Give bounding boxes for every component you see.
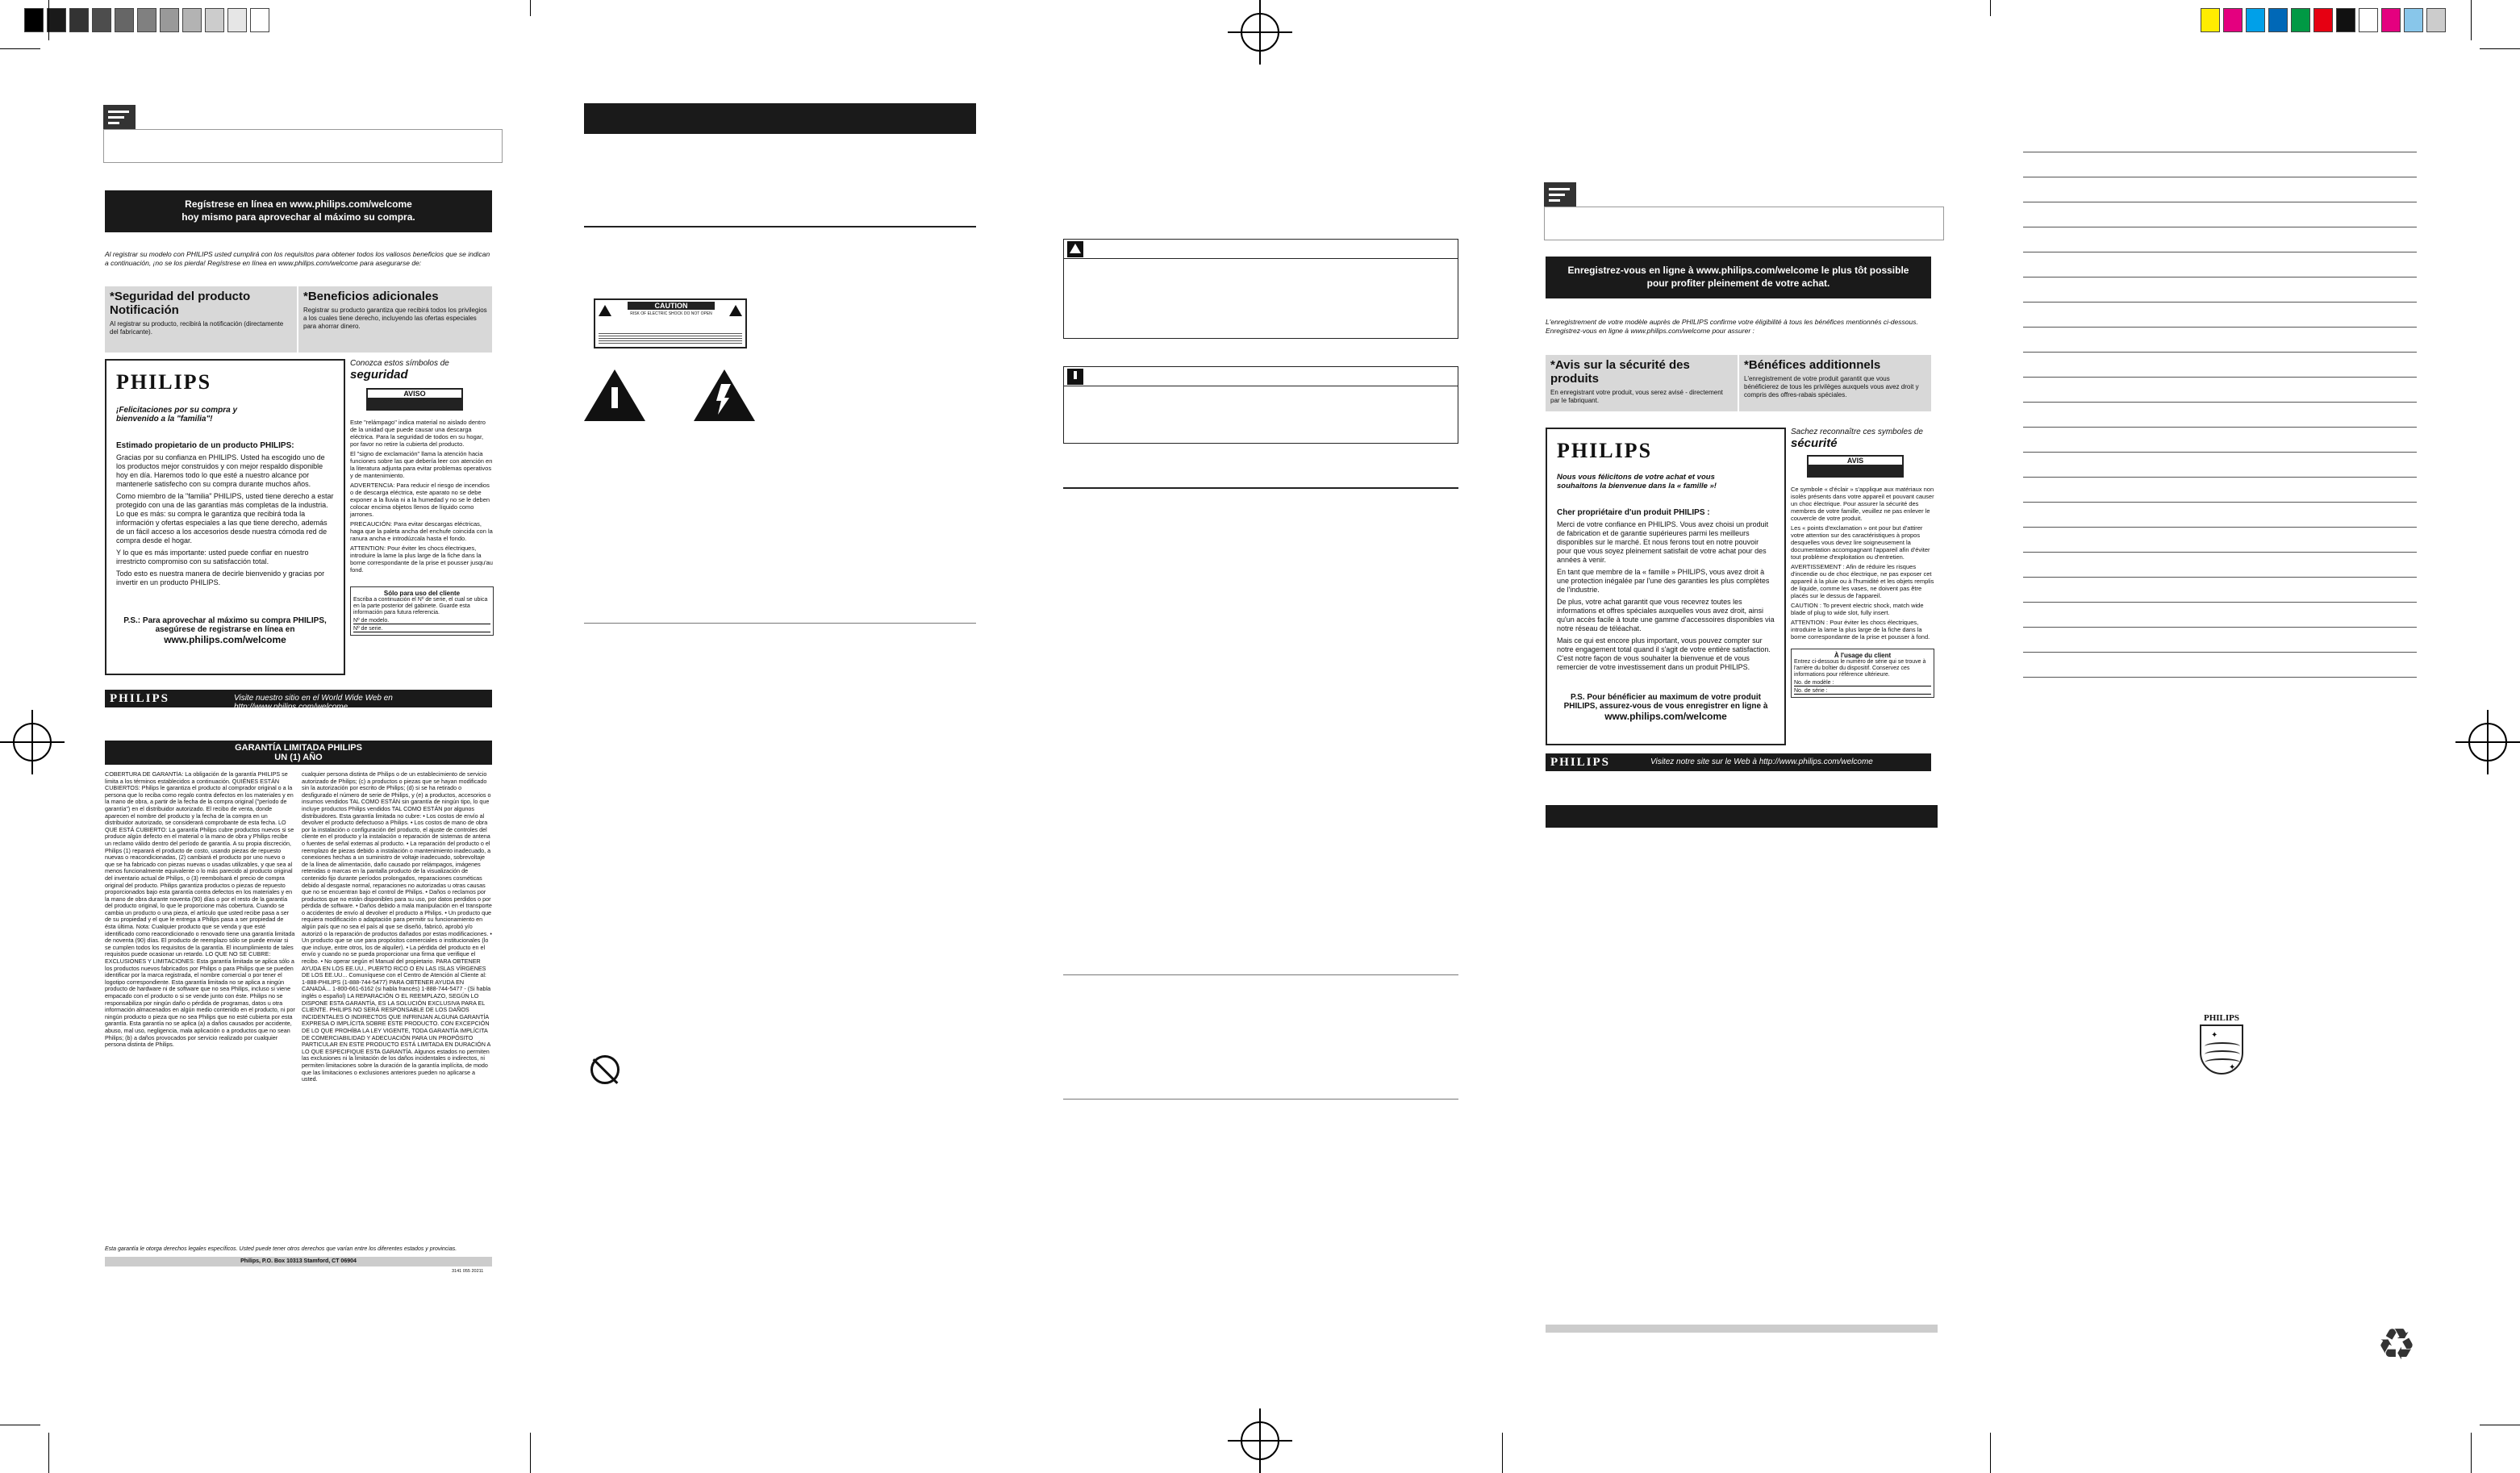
registration-mark-top (1228, 0, 1292, 65)
ruled-line (2023, 627, 2417, 628)
crop-mark (0, 48, 40, 49)
registration-mark-bottom (1228, 1408, 1292, 1473)
fr-safety-symbols (1791, 428, 1934, 698)
color-swatch (2223, 8, 2243, 32)
fold-mark (1990, 0, 1991, 16)
caution-sub: RISK OF ELECTRIC SHOCK DO NOT OPEN (630, 311, 712, 316)
es-benefit-safety-title: *Seguridad del producto Notificación (110, 290, 251, 317)
fr-serial-label: No. de série : (1794, 688, 1931, 695)
fr-warranty-bar (1546, 805, 1938, 828)
es-dear: Estimado propietario de un producto PHILIPS: (116, 441, 294, 450)
caution-label (594, 298, 747, 348)
note-icon (1544, 182, 1576, 207)
ruled-line (2023, 452, 2417, 453)
es-visit-logo: PHILIPS (110, 692, 170, 705)
fr-symbols-word: sécurité (1791, 436, 1838, 450)
fr-sym3: AVERTISSEMENT : Afin de réduire les risques d'incendie ou de choc électrique, ne pas exposer cet appareil à la pluie ou à l'humidité et les objets remplis de liquide, comme les vases, ne doivent pas être placés sur le dessus de l'appareil. (1791, 563, 1934, 599)
color-swatch (69, 8, 89, 32)
fr-benefit-safety-text: En enregistrant votre produit, vous serez avisé - directement par le fabriquant. (1550, 389, 1723, 404)
fr-ps-text: P.S. Pour bénéficier au maximum de votre produit PHILIPS, assurez-vous de vous enregistrer en ligne à (1563, 693, 1768, 711)
fr-visit-logo: PHILIPS (1550, 756, 1611, 769)
no-disposal-icon (590, 1055, 620, 1084)
es-intro: Al registrar su modelo con PHILIPS usted cumplirá con los requisitos para obtener todos los valiosos beneficios que se indican a continuación, ¡no se los pierda! Regístrese en línea en www.philips.com/welcome para asegurarse de: (105, 250, 490, 267)
color-swatch (2313, 8, 2333, 32)
es-client-text: Escriba a continuación el Nº de serie, el cual se ubica en la parte posterior del gabinete. Guarde esta información para futura referencia. (353, 597, 488, 615)
color-swatch (2381, 8, 2401, 32)
aviso-text: AVISO (403, 390, 426, 398)
mid-right-rule2 (1063, 974, 1458, 975)
es-code: 3141 055 20211 (452, 1269, 484, 1274)
ruled-line (2023, 652, 2417, 653)
ruled-line (2023, 352, 2417, 353)
es-safety-symbols (350, 359, 494, 636)
crop-mark (2480, 48, 2520, 49)
es-sym2: El "signo de exclamación" llama la atención hacia funciones sobre las que debería leer con atención en la literatura adjunta para evitar problemas operativos y de mantenimiento. (350, 450, 493, 479)
fr-body4: Mais ce qui est encore plus important, vous pouvez compter sur notre engagement total quand il s'agit de votre entière satisfaction. C'est notre façon de vous souhaiter la bienvenue et de vous remercier de votre investissement dans un produit PHILIPS. (1557, 636, 1771, 671)
es-serial-label: Nº de serie. (353, 626, 490, 632)
es-sym4: PRECAUCIÓN: Para evitar descargas eléctricas, haga que la paleta ancha del enchufe coincida con la ranura ancha e introdúzcala hasta el fondo. (350, 520, 493, 542)
fr-register-line1: Enregistrez-vous en ligne à www.philips.com/welcome le plus tôt possible (1567, 265, 1909, 276)
es-body4: Todo esto es nuestra manera de decirle bienvenido y gracias por invertir en un producto PHILIPS. (116, 570, 325, 586)
es-body2: Como miembro de la "familia" PHILIPS, usted tiene derecho a estar protegido con una de las garantías más completas de la industria. Lo que es más: su compra le garantiza que recibirá toda la información y ofertas especiales a las que tiene derecho, además de un fácil acceso a los accesorios desde nuestra cómoda red de compra desde el hogar. (116, 492, 334, 545)
back-philips-logo: PHILIPS (2203, 1013, 2239, 1023)
fr-sym5: ATTENTION : Pour éviter les chocs électriques, introduire la lame la plus large de la fiche dans la borne correspondante de la prise et pousser à fond. (1791, 619, 1930, 641)
color-swatch (250, 8, 269, 32)
es-benefit-extra-title: *Beneficios adicionales (303, 290, 439, 303)
ruled-line (2023, 552, 2417, 553)
fr-ps-url[interactable]: www.philips.com/welcome (1604, 711, 1727, 722)
caution-box (1063, 366, 1458, 444)
fr-benefit-extra-text: L'enregistrement de votre produit garantit que vous bénéficierez de tous les privilèges auxquels vous avez droit y compris des offres-rabais spéciales. (1744, 375, 1919, 399)
es-register-line1: Regístrese en línea en www.philips.com/welcome (185, 198, 412, 210)
aviso-label (366, 388, 463, 411)
crop-mark (48, 0, 49, 40)
fr-client-title: À l'usage du client (1834, 652, 1892, 659)
color-swatch (2201, 8, 2220, 32)
crop-mark (2471, 1433, 2472, 1473)
fr-benefit-safety-title: *Avis sur la sécurité des produits (1550, 358, 1690, 386)
es-symbols-word: seguridad (350, 368, 408, 382)
es-model-label: Nº de modelo. (353, 618, 490, 624)
color-swatch (2426, 8, 2446, 32)
fr-register-banner (1546, 257, 1931, 298)
color-swatch (115, 8, 134, 32)
es-body1: Gracias por su confianza en PHILIPS. Usted ha escogido uno de los productos mejor construidos y con mejor respaldo disponible hoy en día. Haremos todo lo que esté a nuestro alcance por mantenerle satisfecho con su compra durante muchos años. (116, 453, 325, 488)
es-ps-url[interactable]: www.philips.com/welcome (164, 634, 286, 645)
fr-symbols-title (1791, 428, 1934, 450)
es-visit-bar (105, 690, 492, 711)
fr-body3: De plus, votre achat garantit que vous recevrez toutes les informations et offres spéciales auxquelles vous avez droit, ainsi qu'un accès facile à toute une gamme d'accessoires disponibles via notre réseau de téléachat. (1557, 598, 1775, 632)
note-box (103, 129, 503, 163)
mid-rule (584, 226, 976, 227)
ruled-line (2023, 477, 2417, 478)
fr-sym2: Les « points d'exclamation » ont pour but d'attirer votre attention sur des caractéristiques à propos desquelles vous devez lire soigneusement la documentation accompagnant l'appareil afin d'éviter tout problème d'exploitation ou d'entretien. (1791, 524, 1930, 561)
color-swatch (160, 8, 179, 32)
es-benefit-safety-text: Al registrar su producto, recibirá la notificación (directamente del fabricante). (110, 320, 284, 336)
fr-intro: L'enregistrement de votre modèle auprès de PHILIPS confirme votre éligibilité à tous les bénéfices mentionnés ci-dessous. Enregistrez-vous en ligne à www.philips.com/welcome pour assurer : (1546, 318, 1918, 335)
color-swatch (2291, 8, 2310, 32)
color-swatch (2268, 8, 2288, 32)
caution-box-head (1064, 367, 1458, 386)
mid-rule-bottom (584, 623, 976, 624)
fr-sym4: CAUTION : To prevent electric shock, match wide blade of plug to wide slot, fully insert. (1791, 602, 1924, 616)
color-swatch (2404, 8, 2423, 32)
ruled-line (2023, 527, 2417, 528)
mid-header-bar (584, 103, 976, 134)
registration-mark-right (2455, 710, 2520, 774)
philips-shield-icon: ✦ ✦ (2200, 1024, 2243, 1074)
registration-mark-left (0, 710, 65, 774)
es-philips-logo: PHILIPS (116, 370, 212, 394)
exclamation-icon (729, 305, 742, 316)
es-sym3: ADVERTENCIA: Para reducir el riesgo de incendios o de descarga eléctrica, este aparato no se debe exponer a la lluvia ni a la humedad y no se le deben colocar encima objetos llenos de líquido como jarrones. (350, 482, 490, 518)
fr-bottom-gray-bar (1546, 1325, 1938, 1333)
note-icon (103, 105, 136, 129)
recycle-icon: ♻ (2376, 1321, 2417, 1369)
ruled-line (2023, 402, 2417, 403)
ruled-line (2023, 427, 2417, 428)
es-address: Philips, P.O. Box 10313 Stamford, CT 06904 (240, 1258, 357, 1264)
fold-mark (1990, 1433, 1991, 1473)
color-swatch (2359, 8, 2378, 32)
exclamation-box-icon (1074, 371, 1077, 379)
es-warranty-title2: UN (1) AÑO (274, 753, 323, 762)
fold-mark (1502, 1433, 1503, 1473)
color-swatch (2336, 8, 2355, 32)
es-benefit-extra (298, 286, 492, 353)
color-swatch (182, 8, 202, 32)
ruled-line (2023, 377, 2417, 378)
es-sym5: ATTENTION: Pour éviter les chocs électriques, introduire la lame la plus large de la fiche dans la borne correspondante de la prise et pousser jusqu'au fond. (350, 545, 493, 574)
color-swatch (24, 8, 44, 32)
color-swatch (47, 8, 66, 32)
color-swatch (205, 8, 224, 32)
ruled-line (2023, 302, 2417, 303)
fr-client-text: Entrez ci-dessous le numéro de série qui se trouve à l'arrière du boîtier du dispositif. Conservez ces informations pour référence ultérieure. (1794, 659, 1926, 678)
fr-congrats: Nous vous félicitons de votre achat et vous souhaitons la bienvenue dans la « famille »! (1557, 473, 1717, 490)
es-symbols-title (350, 359, 494, 382)
fr-sym1: Ce symbole « d'éclair » s'applique aux matériaux non isolés présents dans votre appareil et pouvant causer un choc électrique. Pour assurer la sécurité des membres de votre famille, veuillez ne pas enlever le couvercle de votre produit. (1791, 486, 1934, 522)
fr-ps (1557, 693, 1775, 722)
crop-mark (2471, 0, 2472, 40)
lightning-icon (599, 305, 611, 316)
color-swatch (227, 8, 247, 32)
es-client-title: Sólo para uso del cliente (383, 590, 461, 597)
es-client-box (350, 586, 494, 636)
es-benefit-extra-text: Registrar su producto garantiza que recibirá todos los privilegios a los cuales tiene derecho, incluyendo las ofertas especiales para ahorrar dinero. (303, 307, 487, 330)
es-warranty-last: Esta garantía le otorga derechos legales específicos. Usted puede tener otros derechos que varían entre los diferentes estados y provincias. (105, 1246, 457, 1252)
fr-welcome-card (1546, 428, 1786, 745)
es-address-bar (105, 1257, 492, 1266)
ruled-line (2023, 677, 2417, 678)
back-lines (2023, 152, 2417, 708)
fr-visit-text: Visitez notre site sur le Web à http://www.philips.com/welcome (1650, 757, 1873, 766)
exclamation-mark (611, 387, 618, 408)
fr-visit-bar (1546, 753, 1931, 771)
avis-label (1807, 455, 1904, 478)
fr-benefit-extra (1739, 355, 1931, 411)
es-ps-text: P.S.: Para aprovechar al máximo su compra PHILIPS, asegúrese de registrarse en línea en (123, 616, 327, 634)
fold-mark (530, 0, 531, 16)
danger-box (1063, 239, 1458, 339)
es-warranty-col1: COBERTURA DE GARANTÍA: La obligación de la garantía PHILIPS se limita a los términos establecidos a continuación. QUIÉNES ESTÁN CUBIERTOS: Philips le garantiza el producto al comprador original o a la persona que lo reciba como regalo contra defectos en los materiales y en la mano de obra, a partir de la fecha de la compra original ("período de garantía") en el distribuidor autorizado. El recibo de venta, donde aparecen el nombre del producto y la fecha de la compra en un distribuidor autorizado, se considerará comprobante de esta fecha. LO QUE ESTÁ CUBIERTO: La garantía Philips cubre productos nuevos si se produce algún defecto en el material o la mano de obra y Philips recibe un reclamo válido dentro del período de garantía. A su propia discreción, Philips (1) reparará el producto de costo, usando piezas de repuesto nuevas o reacondicionadas, (2) cambiará el producto por uno nuevo o que se ha fabricado con piezas nuevas o usadas utilizables, y que sea al menos funcionalmente equivalente o lo más parecido al producto original del inventario actual de Philips, o (3) reembolsará el precio de compra original del producto. Philips garantiza productos o piezas de repuesto proporcionados bajo esta garantía contra defectos en los materiales y en la mano de obra durante noventa (90) días o por el resto de la garantía del producto original, lo que le proporcione más cobertura. Cuando se cambia un producto o una pieza, el artículo que usted recibe pasa a ser de su propiedad y el que le entrega a Philips pasa a ser propiedad de ésta última. Nota: Cualquier producto que se venda y que esté identificado como reacondicionado o renovado tiene una garantía limitada de noventa (90) días. El producto de reemplazo sólo se puede enviar si se cumplen todos los requisitos de la garantía. El incumplimiento de tales requisitos puede ocasionar un retardo. LO QUE NO SE CUBRE: EXCLUSIONES Y LIMITACIONES: Esta garantía limitada se aplica sólo a los productos nuevos fabricados por Philips o para Philips que se pueden identificar por la marca registrada, el nombre comercial o por tener el logotipo correspondiente. Esta garantía limitada no se aplica a ningún producto de hardware ni de software que no sea Philips, incluso si viene empacado con el producto o si se vende junto con éste. Philips no se responsabiliza por ningún daño o pérdida de programas, datos u otra información almacenados en algún medio contenido en el producto, ni por ningún producto o pieza que no sea Philips que no esté cubierta por esta garantía. Esta garantía no se aplica (a) a daños causados por accidente, abuso, mal uso, negligencia, mala aplicación o a productos que no sean Philips; (b) a daños provocados por servicio realizado por cualquier persona distinta de Philips. (105, 771, 295, 1049)
es-congrats: ¡Felicitaciones por su compra y bienvenido a la "familia"! (116, 406, 238, 424)
danger-box-head (1064, 240, 1458, 259)
es-symbols-title-text: Conozca estos símbolos de (350, 359, 449, 368)
mid-right-rule3 (1063, 1099, 1458, 1100)
back-philips-shield (2196, 1013, 2247, 1078)
es-warranty-title (105, 741, 492, 765)
fr-benefit-safety (1546, 355, 1738, 411)
color-swatch (2246, 8, 2265, 32)
fr-symbols-title-text: Sachez reconnaître ces symboles de (1791, 428, 1923, 436)
es-sym1: Este "relámpago" indica material no aislado dentro de la unidad que puede causar una descarga eléctrica. Para la seguridad de todos en su hogar, por favor no retire la cubierta del producto. (350, 419, 486, 448)
fr-body1: Merci de votre confiance en PHILIPS. Vous avez choisi un produit de fabrication et de garantie supérieures parmi les meilleurs disponibles sur le marché. Et nous ferons tout en notre pouvoir pour que vous soyez pleinement satisfait de votre achat pour des années à venir. (1557, 520, 1769, 564)
ruled-line (2023, 602, 2417, 603)
ruled-line (2023, 327, 2417, 328)
es-body3: Y lo que es más importante: usted puede confiar en nuestro irrestricto compromiso con su satisfacción total. (116, 549, 309, 565)
color-swatch (92, 8, 111, 32)
fold-mark (530, 1433, 531, 1473)
mid-right-rule (1063, 487, 1458, 489)
ruled-line (2023, 502, 2417, 503)
fr-model-label: No. de modèle : (1794, 680, 1931, 686)
color-swatch (137, 8, 156, 32)
es-benefit-safety (105, 286, 297, 353)
es-visit-text: Visite nuestro sitio en el World Wide Web en http://www.philips.com/welcome (234, 694, 393, 711)
crop-mark (48, 1433, 49, 1473)
es-ps (116, 616, 334, 645)
fr-benefit-extra-title: *Bénéfices additionnels (1744, 358, 1881, 372)
es-register-banner (105, 190, 492, 232)
fr-dear: Cher propriétaire d'un produit PHILIPS : (1557, 508, 1710, 517)
avis-text: AVIS (1846, 457, 1864, 465)
es-register-line2: hoy mismo para aprovechar al máximo su compra. (181, 211, 415, 223)
warning-icon (1070, 244, 1081, 253)
es-warranty-col2: cualquier persona distinta de Philips o de un establecimiento de servicio autorizado de Philips; (c) a productos o piezas que se hayan modificado sin la autorización por escrito de Philips; (d) si se ha retirado o desfigurado el número de serie de Philips, y (e) a productos, accesorios o insumos vendidos TAL COMO ESTÁN sin garantía de ningún tipo, lo que incluye productos Philips vendidos TAL COMO ESTÁN por algunos distribuidores. Esta garantía limitada no cubre: • Los costos de envío al devolver el producto defectuoso a Philips. • Los costos de mano de obra por la instalación o configuración del producto, el ajuste de controles del cliente en el producto y la instalación o reparación de sistemas de antena o fuentes de señal externas al producto. • La reparación del producto o el reemplazo de piezas debido a instalación o mantenimiento inadecuado, a conexiones hechas a un suministro de voltaje inadecuado, sobrevoltaje de la línea de alimentación, daño causado por relámpagos, imágenes retenidas o marcas en la pantalla producto de la visualización de contenido fijo durante períodos prolongados, reparaciones cosméticas debido al desgaste normal, reparaciones no autorizadas u otras causas que no se encuentran bajo el control de Philips. • Daños o reclamos por productos que no están disponibles para su uso, por datos perdidos o por pérdida de software. • Daños debido a mala manipulación en el transporte o accidentes de envío al devolver el producto a Philips. • Un producto que requiera modificación o adaptación para permitir su funcionamiento en algún país que no sea el país al que se diseñó, fabricó, aprobó y/o autorizó o la reparación de productos dañados por estas modificaciones. • Un producto que se use para propósitos comerciales o institucionales (lo que incluye, entre otros, los de alquiler). • La pérdida del producto en el envío y cuando no se pueda proporcionar una firma que verifique el recibo. • No operar según el Manual del propietario. PARA OBTENER AYUDA EN LOS EE.UU., PUERTO RICO O EN LAS ISLAS VÍRGENES DE LOS EE.UU... Comuníquese con el Centro de Atención al Cliente al: 1-888-PHILIPS (1-888-744-5477) PARA OBTENER AYUDA EN CANADÁ... 1-800-661-6162 (si habla francés) 1-888-744-5477 - (Si habla inglés o español) LA REPARACIÓN O EL REEMPLAZO, SEGÚN LO DISPONE ESTA GARANTÍA, ES LA SOLUCIÓN EXCLUSIVA PARA EL CLIENTE. PHILIPS NO SERÁ RESPONSABLE DE LOS DAÑOS INCIDENTALES O INDIRECTOS QUE INFRINJAN ALGUNA GARANTÍA EXPRESA O IMPLÍCITA SOBRE ESTE PRODUCTO. CON EXCEPCIÓN DE LO QUE PROHÍBA LA LEY VIGENTE, TODA GARANTÍA IMPLÍCITA DE COMERCIABILIDAD Y ADECUACIÓN PARA UN PROPÓSITO PARTICULAR EN ESTE PRODUCTO ESTÁ LIMITADA EN DURACIÓN A LO QUE ESPECIFIQUE ESTA GARANTÍA. Algunos estados no permiten las exclusiones ni la limitación de los daños incidentales o indirectos, ni permiten limitaciones sobre la duración de la garantía implícita, de modo que las limitaciones o exclusiones anteriores pueden no aplicarse a usted. (302, 771, 492, 1083)
fr-register-line2: pour profiter pleinement de votre achat. (1646, 277, 1830, 289)
ruled-line (2023, 577, 2417, 578)
caution-text: CAUTION (628, 302, 715, 310)
fr-body2: En tant que membre de la « famille » PHILIPS, vous avez droit à une protection inégalée par l'une des garanties les plus complètes de l'industrie. (1557, 568, 1770, 594)
es-welcome-card (105, 359, 345, 675)
fr-client-box (1791, 649, 1934, 698)
es-warranty-title1: GARANTÍA LIMITADA PHILIPS (235, 743, 362, 753)
fr-note-box (1544, 207, 1944, 240)
fr-philips-logo: PHILIPS (1557, 439, 1653, 462)
